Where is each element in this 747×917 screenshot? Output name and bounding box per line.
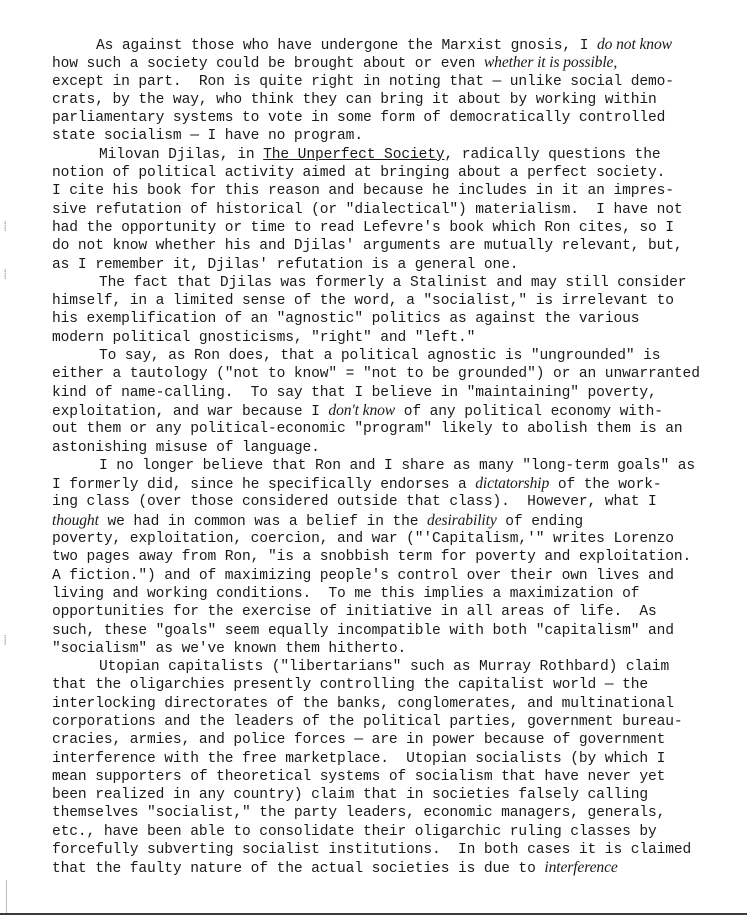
text-line (52, 493, 742, 511)
text-run: themselves "socialist," the party leaders, economic managers, generals, (52, 805, 666, 822)
text-run: ing class (over those considered outside that class). However, what I (52, 494, 657, 511)
text-line (52, 603, 742, 621)
text-run: of any political economy with- (395, 403, 663, 420)
text-run: either a tautology ("not to know" = "not to be grounded") or an unwarranted (52, 366, 700, 383)
text-run: cracies, armies, and police forces — are in power because of government (52, 732, 666, 749)
text-line (52, 73, 742, 91)
text-run: opportunities for the exercise of initiative in all areas of life. As (52, 604, 657, 621)
text-run: etc., have been able to consolidate their oligarchic ruling classes by (52, 823, 657, 840)
text-run: A fiction.") and of maximizing people's control over their own lives and (52, 567, 674, 584)
text-run: had the opportunity or time to read Lefevre's book which Ron cites, so I (52, 219, 674, 236)
text-line (52, 219, 742, 237)
text-run: crats, by the way, who think they can bring it about by working within (52, 91, 657, 108)
text-line (52, 91, 742, 109)
bottom-rule (0, 913, 747, 915)
text-run: except in part. Ron is quite right in noting that — unlike social demo- (52, 73, 674, 90)
italic-emphasis: thought (52, 511, 99, 529)
paragraph-first-line (52, 146, 742, 164)
text-run: that the oligarchies presently controlling the capitalist world — the (52, 677, 648, 694)
text-run: as I remember it, Djilas' refutation is a general one. (52, 256, 519, 273)
text-line (52, 365, 742, 383)
text-run: mean supporters of theoretical systems of socialism that have never yet (52, 768, 666, 785)
margin-mark: ⸽ (4, 222, 7, 232)
paragraph-first-line (52, 347, 742, 365)
document-body (52, 36, 742, 878)
text-line (52, 841, 742, 859)
text-line (52, 548, 742, 566)
text-line (52, 530, 742, 548)
margin-mark: ⸽ (4, 270, 7, 280)
text-run: Milovan Djilas, in (99, 146, 264, 163)
text-line (52, 164, 742, 182)
text-line (52, 512, 742, 530)
text-line (52, 329, 742, 347)
text-run: forcefully subverting socialist institutions. In both cases it is claimed (52, 842, 692, 859)
text-line (52, 402, 742, 420)
paragraph-first-line (52, 36, 742, 54)
text-run: , radically questions the (444, 146, 661, 163)
text-run: I formerly did, since he specifically endorses a (52, 477, 476, 494)
text-run: I cite his book for this reason and because he includes in it an impres- (52, 183, 674, 200)
text-line (52, 640, 742, 658)
scan-edge (6, 880, 7, 913)
margin-mark: ⸽ (4, 636, 7, 646)
text-run: exploitation, and war because I (52, 403, 329, 420)
italic-emphasis: dictatorship (475, 475, 550, 493)
text-line (52, 823, 742, 841)
text-run: out them or any political-economic "program" likely to abolish them is an (52, 421, 683, 438)
text-run: two pages away from Ron, "is a snobbish term for poverty and exploitation. (52, 549, 692, 566)
text-run: astonishing misuse of language. (52, 439, 320, 456)
text-run: The fact that Djilas was formerly a Stalinist and may still consider (99, 274, 687, 291)
text-line (52, 859, 742, 877)
text-run: that the faulty nature of the actual societies is due to (52, 861, 545, 878)
text-run: kind of name-calling. To say that I believe in "maintaining" poverty, (52, 384, 657, 401)
text-run: Utopian capitalists ("libertarians" such as Murray Rothbard) claim (99, 659, 670, 676)
text-run: his exemplification of an "agnostic" politics as against the various (52, 311, 640, 328)
text-run: As against those who have undergone the Marxist gnosis, I (96, 38, 597, 54)
text-run: himself, in a limited sense of the word, a "socialist," is irrelevant to (52, 293, 674, 310)
text-run: been realized in any country) claim that in societies falsely calling (52, 787, 648, 804)
text-run: poverty, exploitation, coercion, and war ("'Capitalism,'" writes Lorenzo (52, 531, 674, 548)
text-line (52, 201, 742, 219)
text-run: how such a society could be brought about or even (52, 56, 484, 73)
text-line (52, 750, 742, 768)
text-line (52, 731, 742, 749)
text-line (52, 439, 742, 457)
text-line (52, 54, 742, 72)
text-run: do not know whether his and Djilas' arguments are mutually relevant, but, (52, 238, 683, 255)
paragraph-first-line (52, 658, 742, 676)
text-run: we had in common was a belief in the (98, 513, 428, 530)
text-run: I no longer believe that Ron and I share as many "long-term goals" as (99, 457, 695, 474)
text-line (52, 567, 742, 585)
text-line (52, 292, 742, 310)
text-line (52, 256, 742, 274)
text-run: of the work- (549, 477, 662, 494)
text-line (52, 768, 742, 786)
text-line (52, 622, 742, 640)
text-line (52, 786, 742, 804)
text-line (52, 475, 742, 493)
text-line (52, 384, 742, 402)
text-run: such, these "goals" seem equally incompatible with both "capitalism" and (52, 622, 674, 639)
text-line (52, 182, 742, 200)
text-line (52, 310, 742, 328)
text-line (52, 676, 742, 694)
text-line (52, 585, 742, 603)
italic-emphasis: whether it is possible, (483, 54, 618, 72)
text-run: To say, as Ron does, that a political agnostic is "ungrounded" is (99, 348, 661, 365)
text-run: parliamentary systems to vote in some form of democratically controlled (52, 110, 666, 127)
text-line (52, 713, 742, 731)
italic-emphasis: desirability (427, 511, 497, 529)
italic-emphasis: interference (544, 859, 618, 877)
text-run: interlocking directorates of the banks, conglomerates, and multinational (52, 695, 674, 712)
text-line (52, 420, 742, 438)
text-run: corporations and the leaders of the political parties, government bureau- (52, 713, 683, 730)
text-run: of ending (496, 513, 584, 530)
paragraph-first-line (52, 457, 742, 475)
text-line (52, 804, 742, 822)
italic-emphasis: don't know (328, 401, 396, 419)
text-run: state socialism — I have no program. (52, 128, 363, 145)
text-line (52, 237, 742, 255)
italic-emphasis: do not know (597, 36, 672, 53)
text-run: interference with the free marketplace. Utopian socialists (by which I (52, 750, 666, 767)
text-run: notion of political activity aimed at bringing about a perfect society. (52, 165, 666, 182)
text-run: sive refutation of historical (or "dialectical") materialism. I have not (52, 201, 683, 218)
paragraph-first-line (52, 274, 742, 292)
text-run: "socialism" as we've known them hitherto. (52, 640, 407, 657)
text-line (52, 127, 742, 145)
text-run: living and working conditions. To me this implies a maximization of (52, 585, 640, 602)
text-line (52, 109, 742, 127)
book-title: The Unperfect Society (263, 146, 445, 163)
text-line (52, 695, 742, 713)
text-run: modern political gnosticisms, "right" and "left." (52, 329, 476, 346)
